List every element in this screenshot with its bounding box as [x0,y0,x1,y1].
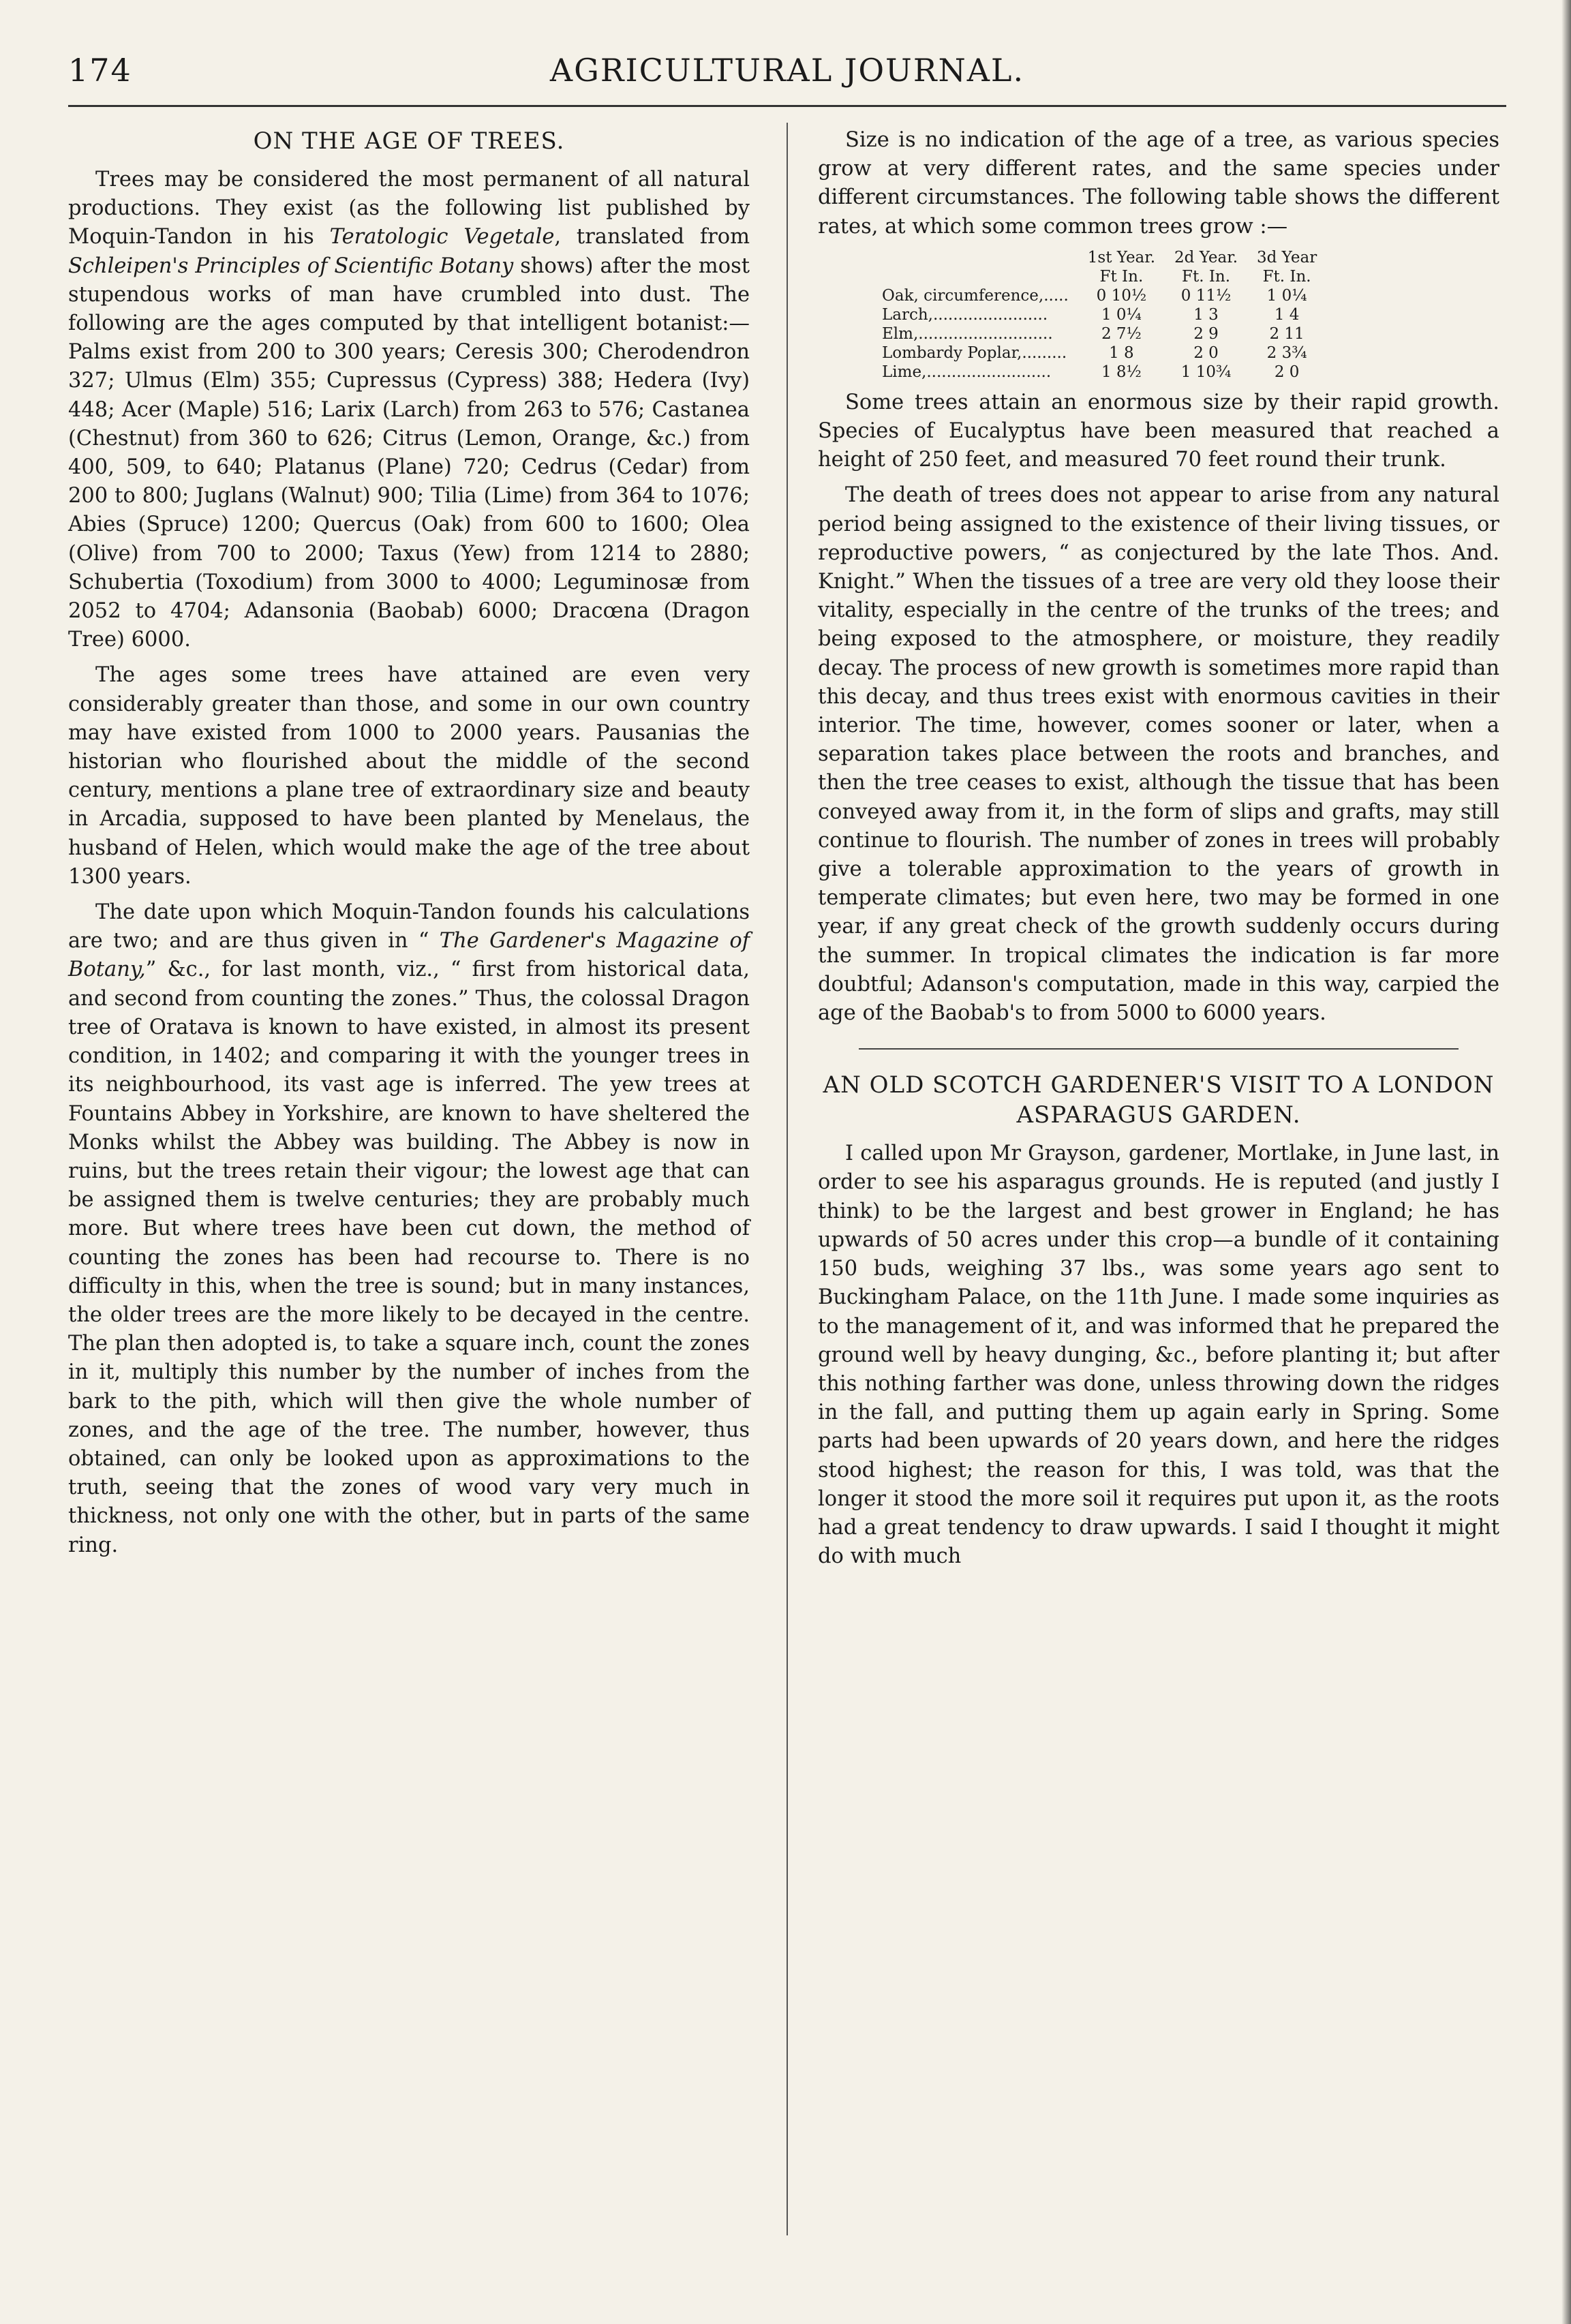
italic-title: Teratologic Vegetale [329,225,555,249]
table-row [872,305,1326,324]
article-title-age-of-trees: ON THE AGE OF TREES. [253,127,565,155]
left-column [68,126,750,1567]
table-header-cell: 1st Year. [1087,248,1156,266]
table-header-cell: 3d Year [1257,248,1317,266]
article-separator [859,1048,1459,1050]
table-header-cell [872,248,1078,267]
paragraph: The ages some trees have attained are even very considerably greater than those, and some in our own country may have existed from 1000 to 2000 years. Pausanias the historian who flourished about the middle of the second century, mentions a plane tree of extraordinary size and beauty in Arcadia, supposed to have been planted by Menelaus, the husband of Helen, which would make the age of the tree about 1300 years. [68,663,750,889]
table-cell: Larch,....................... [882,305,1048,324]
paragraph [68,166,750,654]
table-cell: 1 0¼ [1101,305,1142,324]
table-header-cell: Ft. In. [1182,267,1231,286]
article-title-asparagus-garden: AN OLD SCOTCH GARDENER'S VISIT TO A LONDON ASPARAGUS GARDEN. [823,1071,1495,1129]
table-header-row [872,248,1326,267]
table-cell: 1 10¾ [1180,363,1232,381]
journal-page [68,48,1506,2283]
paragraph: The death of trees does not appear to arise from any natural period being assigned to the existence of their living tissues, or reproductive powers, “ as conjectured by the late Thos. And. Knight.” When the tissues of a tree are very old they loose their vitality, especially in the centre of the trunks of the trees; and being exposed to the atmosphere, or moisture, they readily decay. The process of new growth is sometimes more rapid than this decay, and thus trees exist with enormous cavities in their interior. The time, however, comes sooner or later, when a separation takes place between the roots and branches, and then the tree ceases to exist, although the tissue that has been conveyed away from it, in the form of slips and grafts, may still continue to flourish. The number of zones in trees will probably give a tolerable approximation to the years of growth in temperate climates; but even here, two may be formed in one year, if any great check of the growth suddenly occurs during the summer. In tropical climates the indication is far more doubtful; Adanson's computation, made in this way, carpied the age of the Baobab's to from 5000 to 6000 years. [818,483,1499,1026]
table-cell: 1 3 [1193,305,1219,324]
table-cell: 2 3¾ [1266,343,1307,362]
table-header-cell: Ft In. [1099,267,1144,286]
table-header-cell: 2d Year. [1174,248,1238,266]
journal-title: AGRICULTURAL JOURNAL. [549,52,1025,89]
table-row [872,324,1326,343]
running-head [68,48,1506,95]
italic-title: The Gardener's Magazine of Botany, [68,929,750,982]
table-subheader-row [872,267,1326,286]
table-cell: 2 9 [1193,324,1219,343]
table-row [872,286,1326,305]
table-cell: 2 11 [1269,324,1305,343]
header-rule [68,105,1506,107]
column-divider [787,123,788,2235]
table-cell: 2 0 [1274,363,1300,381]
paragraph: I called upon Mr Grayson, gardener, Mortlake, in June last, in order to see his asparagus grounds. He is reputed (and justly I think) to be the largest and best grower in England; he has upwards of 50 acres under this crop—a bundle of it containing 150 buds, weighing 37 lbs., was some years ago sent to Buckingham Palace, on the 11th June. I made some inquiries as to the management of it, and was informed that he prepared the ground well by heavy dunging, &c., before planting it; but after this nothing farther was done, unless throwing down the ridges in the fall, and putting them up again early in Spring. Some parts had been upwards of 20 years down, and here the ridges stood highest; the reason for this, I was told, was that the longer it stood the more soil it requires put upon it, as the roots had a great tendency to draw upwards. I said I thought it might do with much [818,1142,1499,1569]
growth-rate-table [872,248,1326,382]
table-cell: 1 0¼ [1266,286,1307,305]
paragraph [68,898,750,1560]
table-cell: 1 8½ [1101,363,1142,381]
paragraph: Size is no indication of the age of a tree, as various species grow at very different rates, and the same species under different circumstances. The following table shows the different rates, at which some common trees grow :— [818,128,1499,239]
table-cell: 2 7½ [1101,324,1142,343]
right-column [818,126,1499,1578]
table-header-cell [872,267,1078,286]
text-run: ” &c., for last month, viz., “ first from historical data, and second from counting the zones.” Thus, the colossal Dragon tree of Oratava is known to have existed, in almost its present condition, in 1402; and comparing it with the younger trees in its neighbourhood, its vast age is inferred. The yew trees at Fountains Abbey in Yorkshire, are known to have sheltered the Monks whilst the Abbey was building. The Abbey is now in ruins, but the trees retain their vigour; the lowest age that can be assigned them is twelve centuries; they are probably much more. But where trees have been cut down, the method of counting the zones has been had recourse to. There is no difficulty in this, when the tree is sound; but in many instances, the older trees are the more likely to be decayed in the centre. The plan then adopted is, to take a square inch, count the zones in it, multiply this number by the number of inches from the bark to the pith, which will then give the whole number of zones, and the age of the tree. The number, however, thus obtained, can only be looked upon as approximations to the truth, seeing that the zones of wood vary very much in thickness, not only one with the other, but in parts of the same ring. [68,958,750,1557]
table-cell: 2 0 [1193,343,1219,362]
table-cell: 0 10½ [1096,286,1147,305]
table-cell: 1 8 [1109,343,1134,362]
text-run: The date upon which Moquin-Tandon founds his calculations are two; and are thus given in “ [68,900,750,953]
text-run: Trees may be considered the most permanent of all natural productions. They exist (as the following list published by Moquin-Tandon in his [68,168,750,249]
table-cell: Elm,........................... [882,324,1053,343]
table-header-cell: Ft. In. [1262,267,1311,286]
text-run: shows) after the most stupendous works of man have crumbled into dust. The following are the ages computed by that intelligent botanist:—Palms exist from 200 to 300 years; Ceresis 300; Cherodendron 327; Ulmus (Elm) 355; Cupressus (Cypress) 388; Hedera (Ivy) 448; Acer (Maple) 516; Larix (Larch) from 263 to 576; Castanea (Chestnut) from 360 to 626; Citrus (Lemon, Orange, &c.) from 400, 509, to 640; Platanus (Plane) 720; Cedrus (Cedar) from 200 to 800; Juglans (Walnut) 900; Tilia (Lime) from 364 to 1076; Abies (Spruce) 1200; Quercus (Oak) from 600 to 1600; Olea (Olive) from 700 to 2000; Taxus (Yew) from 1214 to 2880; Schubertia (Toxodium) from 3000 to 4000; Leguminosæ from 2052 to 4704; Adansonia (Baobab) 6000; Dracœna (Dragon Tree) 6000. [68,254,750,652]
table-cell: Oak, circumference,..... [882,286,1069,305]
table-row [872,343,1326,363]
table-cell: Lime,......................... [882,363,1052,381]
page-edge-shadow [1561,0,1571,2324]
table-cell: 1 4 [1274,305,1300,324]
table-row [872,363,1326,382]
table-cell: 0 11½ [1180,286,1232,305]
text-run: , translated from [554,225,750,249]
table-cell: Lombardy Poplar,......... [882,343,1067,362]
paragraph: Some trees attain an enormous size by their rapid growth. Species of Eucalyptus have been measured that reached a height of 250 feet, and measured 70 feet round their trunk. [818,390,1499,472]
italic-title: Schleipen's Principles of Scientific Botany [68,254,514,278]
page-number: 174 [68,52,132,89]
